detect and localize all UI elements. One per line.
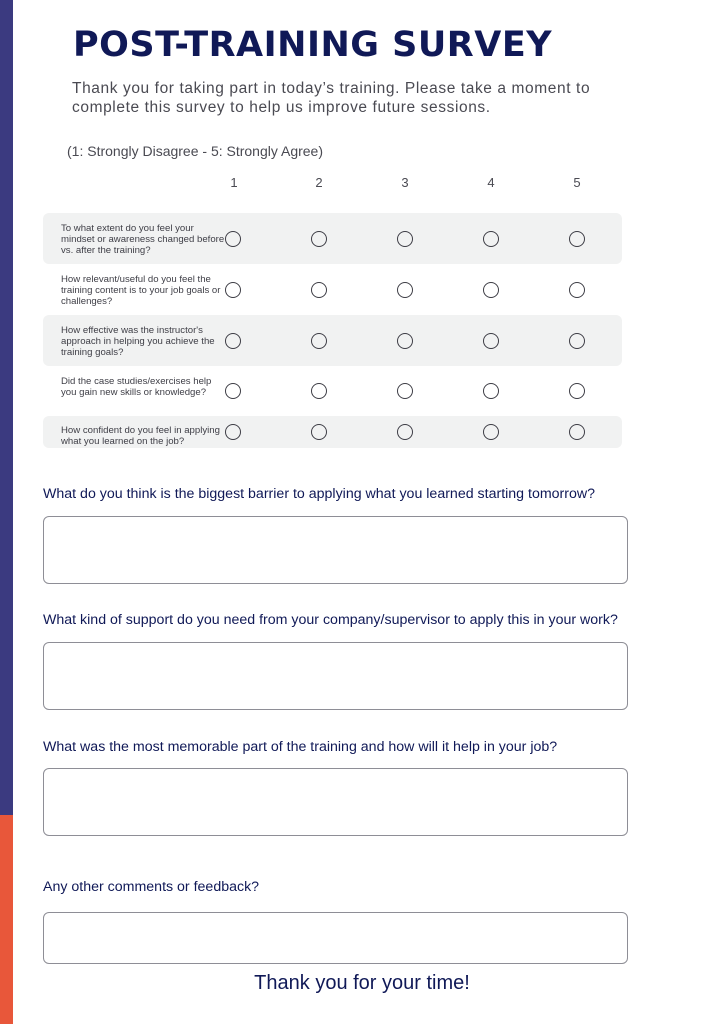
open-question-support: What kind of support do you need from your company/supervisor to apply this in your work? bbox=[43, 612, 618, 628]
answer-box-memorable[interactable] bbox=[43, 768, 628, 836]
rating-radio-5[interactable] bbox=[569, 282, 585, 298]
rating-radio-4[interactable] bbox=[483, 282, 499, 298]
scale-label-1: 1 bbox=[230, 175, 238, 190]
rating-radio-1[interactable] bbox=[225, 383, 241, 399]
scale-label-4: 4 bbox=[487, 175, 495, 190]
open-question-comments: Any other comments or feedback? bbox=[43, 879, 260, 895]
scale-label-3: 3 bbox=[401, 175, 409, 190]
rating-radio-2[interactable] bbox=[311, 231, 327, 247]
closing-message: Thank you for your time! bbox=[254, 972, 470, 994]
answer-box-barrier[interactable] bbox=[43, 516, 628, 584]
scale-label-5: 5 bbox=[573, 175, 581, 190]
rating-radio-3[interactable] bbox=[397, 424, 413, 440]
open-question-barrier: What do you think is the biggest barrier to applying what you learned starting tomorrow? bbox=[43, 486, 596, 502]
rating-radio-5[interactable] bbox=[569, 333, 585, 349]
rating-radio-3[interactable] bbox=[397, 333, 413, 349]
intro-text: Thank you for taking part in today’s training. Please take a moment to complete this survey to help us improve future sessions. bbox=[72, 80, 591, 116]
rating-row-confidence bbox=[43, 416, 622, 448]
rating-radio-1[interactable] bbox=[225, 333, 241, 349]
answer-box-support[interactable] bbox=[43, 642, 628, 710]
answer-box-comments[interactable] bbox=[43, 912, 628, 964]
rating-radio-4[interactable] bbox=[483, 231, 499, 247]
rating-radio-3[interactable] bbox=[397, 282, 413, 298]
rating-row-relevance bbox=[43, 264, 622, 315]
rating-radio-3[interactable] bbox=[397, 231, 413, 247]
rating-radio-1[interactable] bbox=[225, 424, 241, 440]
page-title: POST-TRAINING SURVEY bbox=[73, 25, 553, 65]
rating-question-text: Did the case studies/exercises help you gain new skills or knowledge? bbox=[61, 376, 212, 398]
rating-radio-4[interactable] bbox=[483, 333, 499, 349]
rating-question-text: How confident do you feel in applying what you learned on the job? bbox=[61, 425, 220, 447]
rating-radio-2[interactable] bbox=[311, 333, 327, 349]
rating-radio-1[interactable] bbox=[225, 282, 241, 298]
rating-question-text: How effective was the instructor's approach in helping you achieve the training goals? bbox=[61, 325, 215, 358]
rating-row-mindset bbox=[43, 213, 622, 264]
rating-radio-4[interactable] bbox=[483, 383, 499, 399]
rating-radio-1[interactable] bbox=[225, 231, 241, 247]
rating-row-instructor bbox=[43, 315, 622, 366]
rating-question-text: To what extent do you feel your mindset or awareness changed before vs. after the training? bbox=[61, 223, 225, 256]
rating-radio-3[interactable] bbox=[397, 383, 413, 399]
rating-radio-2[interactable] bbox=[311, 424, 327, 440]
rating-radio-5[interactable] bbox=[569, 231, 585, 247]
rating-radio-2[interactable] bbox=[311, 282, 327, 298]
rating-radio-5[interactable] bbox=[569, 424, 585, 440]
scale-label-2: 2 bbox=[315, 175, 323, 190]
rating-radio-2[interactable] bbox=[311, 383, 327, 399]
side-accent-bar-navy bbox=[0, 0, 13, 815]
open-question-memorable: What was the most memorable part of the training and how will it help in your job? bbox=[43, 739, 558, 755]
rating-radio-4[interactable] bbox=[483, 424, 499, 440]
rating-radio-5[interactable] bbox=[569, 383, 585, 399]
scale-legend: (1: Strongly Disagree - 5: Strongly Agree) bbox=[67, 143, 324, 159]
rating-question-text: How relevant/useful do you feel the training content is to your job goals or challenges? bbox=[61, 274, 221, 307]
rating-row-exercises bbox=[43, 366, 622, 417]
